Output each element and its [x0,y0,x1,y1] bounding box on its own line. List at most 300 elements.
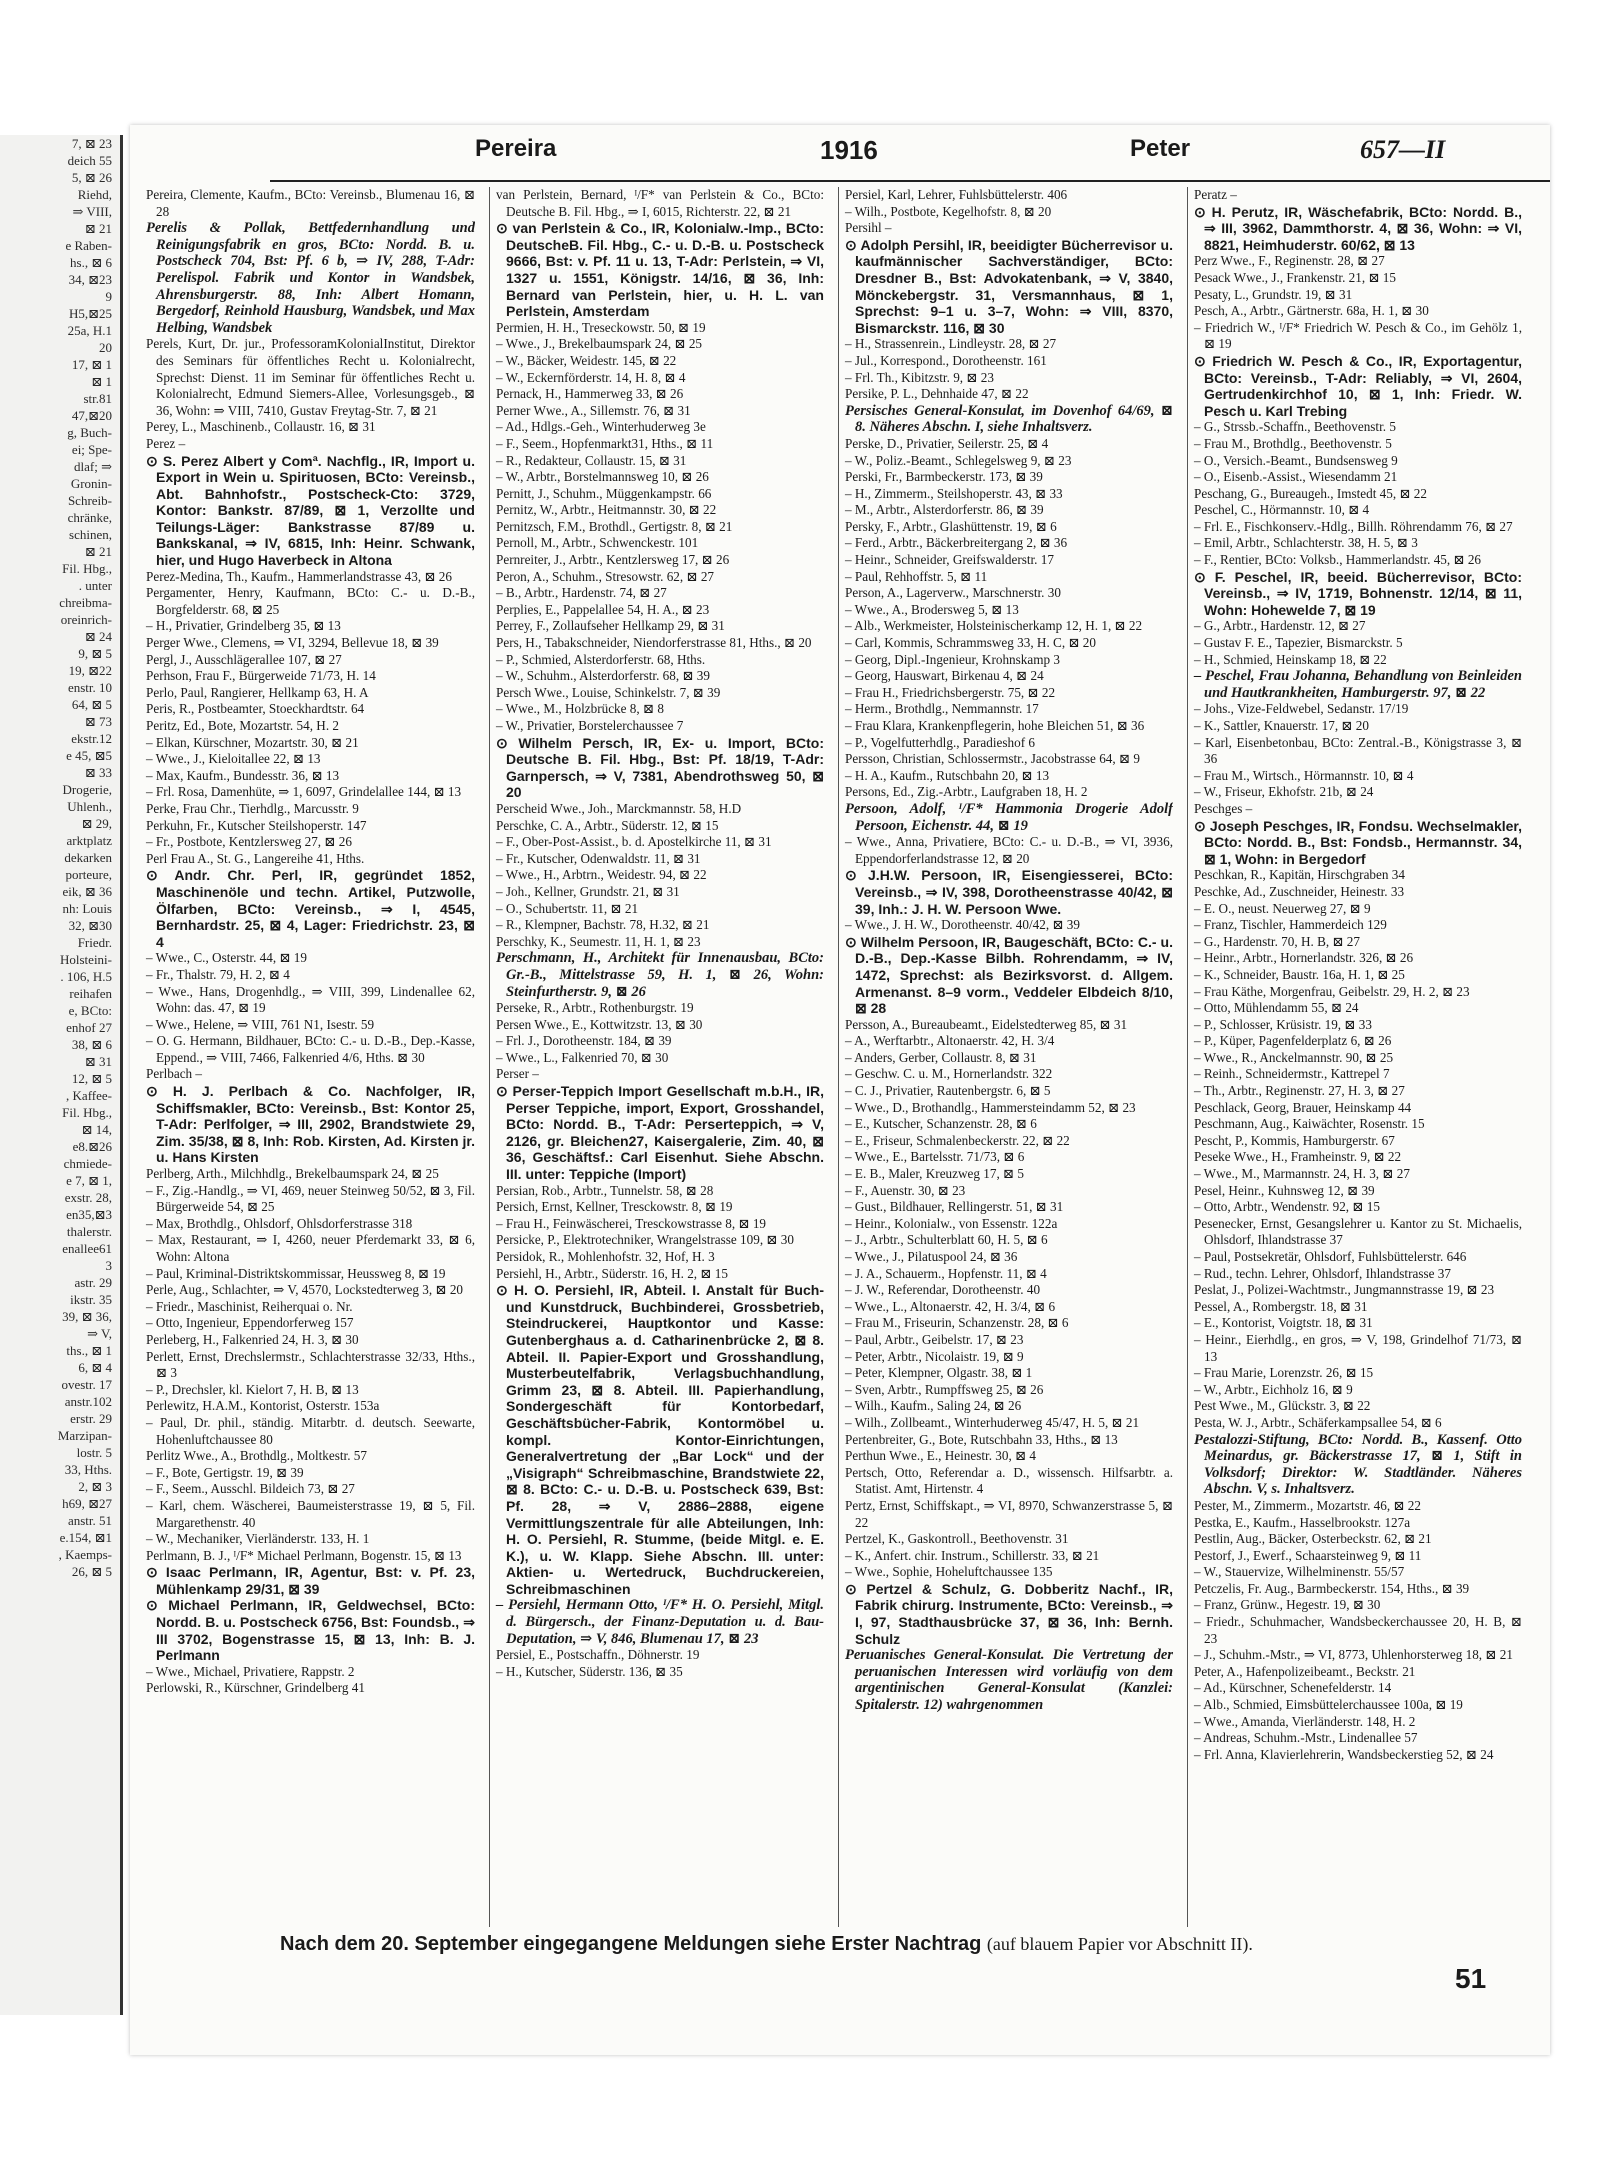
left-edge-line: thalerstr. [66,1224,112,1239]
directory-entry: – Herm., Brothdlg., Nemmannstr. 17 [845,701,1039,717]
left-edge-line: eik, ⊠ 36 [62,884,112,899]
left-edge-line: exstr. 28, [64,1190,112,1205]
directory-entry: ⊙ Adolph Persihl, IR, beeidigter Bücherrevisor u. kaufmännischer Sachverständiger, BCto: Dresdner B., Bst: Advokatenbank, ⇒ V, 3840, Mönckebergstr. 31, Versmannhaus, ⊠ 1, Sprechst: 9–1 u. 3–7, Wohn: ⇒ VIII, 8370, Bismarckstr. 116, ⊠ 30 [845,236,1173,336]
left-edge-line: 38, ⊠ 6 [71,1037,112,1052]
directory-entry: Peschmann, Aug., Kaiwächter, Rosenstr. 15 [1194,1116,1425,1132]
directory-entry: Peritz, Ed., Bote, Mozartstr. 54, H. 2 [146,718,340,733]
left-edge-line: 2, ⊠ 3 [78,1479,112,1494]
directory-entry: Peratz – [1194,187,1237,202]
directory-entry: – Alb., Werkmeister, Holsteinischerkamp 12, H. 1, ⊠ 22 [845,618,1143,634]
directory-entry: ⊙ H. Perutz, IR, Wäschefabrik, BCto: Nordd. B., ⇒ III, 3962, Dammthorstr. 4, ⊠ 36, Wohn: ⇒ VI, 8821, Heimhuderstr. 60/62, ⊠ 13 [1194,203,1522,253]
left-edge-line: 9 [105,289,112,304]
left-edge-line: 6, ⊠ 4 [78,1360,112,1375]
left-edge-line: chmiede- [63,1156,112,1171]
directory-entry: Peschges – [1194,800,1253,816]
directory-entry: Perez-Medina, Th., Kaufm., Hammerlandstrasse 43, ⊠ 26 [146,568,452,584]
directory-entry: – Friedr., Maschinist, Reiherquai o. Nr. [146,1298,353,1314]
page-number: 51 [1455,1963,1487,1994]
directory-entry: – Fr., Thalstr. 79, H. 2, ⊠ 4 [146,966,290,982]
directory-entry: – Wwe., J., Pilatuspool 24, ⊠ 36 [845,1249,1018,1264]
directory-entry: Peschkan, R., Kapitän, Hirschgraben 34 [1194,867,1405,883]
directory-entry: Pestorf, J., Ewerf., Schaarsteinweg 9, ⊠ 11 [1194,1547,1422,1563]
left-edge-line: dlaf; ⇒ [74,459,112,474]
directory-entry: – Sven, Arbtr., Rumpffsweg 25, ⊠ 26 [845,1381,1044,1397]
directory-entry: Pesenecker, Ernst, Gesangslehrer u. Kantor zu St. Michaelis, Ohlsdorf, Ihlandstrasse 37 [1194,1215,1522,1248]
directory-entry: – Paul, Dr. phil., ständig. Mitarbtr. d. deutsch. Seewarte, Hohenluftchaussee 80 [146,1414,475,1447]
left-edge-line: 7, ⊠ 23 [71,136,112,151]
left-edge-line: 25a, H.1 [67,323,112,338]
directory-entry: – Wwe., A., Brodersweg 5, ⊠ 13 [845,601,1019,617]
directory-entry: – Frl. Rosa, Damenhüte, ⇒ 1, 6097, Grindelallee 144, ⊠ 13 [146,784,462,800]
directory-entry: – H., Kutscher, Süderstr. 136, ⊠ 35 [496,1663,683,1679]
directory-entry: – Frau H., Feinwäscherei, Tresckowstrasse 8, ⊠ 19 [496,1215,767,1231]
directory-entry: Pergamenter, Henry, Kaufmann, BCto: C.- u. D.-B., Borgfelderstr. 68, ⊠ 25 [146,585,475,617]
directory-entry: Perke, Frau Chr., Tierhdlg., Marcusstr. 9 [146,800,359,816]
left-edge-line: enhof 27 [66,1020,112,1035]
directory-entry: Perl Frau A., St. G., Langereihe 41, Hths. [146,850,365,866]
directory-entry: Pesack Wwe., J., Frankenstr. 21, ⊠ 15 [1194,269,1396,285]
directory-entry: Peseke Wwe., H., Framheinstr. 9, ⊠ 22 [1194,1149,1402,1165]
directory-entry: – Alb., Schmied, Eimsbüttelerchaussee 100a, ⊠ 19 [1194,1697,1463,1713]
left-edge-line: Riehd, [77,187,112,202]
left-edge-line: e, BCto: [68,1003,112,1018]
left-page-edge [0,135,123,2015]
directory-entry: – Wwe., Hans, Drogenhdlg., ⇒ VIII, 399, Lindenallee 62, Wohn: das. 47, ⊠ 19 [146,983,475,1016]
directory-entry: – P., Schmied, Alsterdorferstr. 68, Hths. [496,651,706,667]
directory-entry: – Frau M., Friseurin, Schanzenstr. 28, ⊠ 6 [845,1315,1069,1331]
directory-entry: Perski, Fr., Barmbeckerstr. 173, ⊠ 39 [845,469,1043,485]
directory-entry: – Frl. Anna, Klavierlehrerin, Wandsbeckerstieg 52, ⊠ 24 [1194,1746,1494,1762]
directory-entry: – Max, Brothdlg., Ohlsdorf, Ohlsdorferstrasse 318 [146,1215,413,1231]
directory-entry: – Persiehl, Hermann Otto, ᴵ/F* H. O. Persiehl, Mitgl. d. Bürgersch., der Finanz-Deputation u. d. Bau-Deputation, ⇒ V, 846, Blumenau 17, ⊠ 23 [496,1597,824,1647]
directory-entry: Perplies, E., Pappelallee 54, H. A., ⊠ 23 [496,601,710,617]
directory-entry: Perz Wwe., F., Reginenstr. 28, ⊠ 27 [1194,253,1385,269]
directory-entry: – Johs., Vize-Feldwebel, Sedanstr. 17/19 [1194,701,1409,717]
left-edge-line: 12, ⊠ 5 [71,1071,112,1086]
directory-entry: – F., Zig.-Handlg., ⇒ VI, 469, neuer Steinweg 50/52, ⊠ 3, Fil. Bürgerweide 54, ⊠ 25 [146,1182,475,1215]
directory-entry: Pergl, J., Ausschlägerallee 107, ⊠ 27 [146,651,342,667]
left-edge-line: 5, ⊠ 26 [71,170,112,185]
directory-entry: – C. J., Privatier, Rautenbergstr. 6, ⊠ 5 [845,1083,1051,1099]
directory-entry: ⊙ H. O. Persiehl, IR, Abteil. I. Anstalt für Buch- und Kunstdruck, Buchbinderei, Grossbetrieb, Steindruckerei, Hauptkontor und Kasse: Gutenberghaus a. d. Catharinenbrücke 2, ⊠ 8. Abteil. II. Papier-Export und Grosshandlung, Musterbeutelfabrik, Verlagsbuchhandlung, Grimm 23, ⊠ 8. Abteil. III. Papierhandlung, Sondergeschäft für Kontorbedarf, Geschäftsbücher-Fabrik, Kontormöbel u. kompl. Kontor-Einrichtungen, Generalvertretung der „Bar Lock“ und der „Visigraph“ Schreibmaschine, Brandstwiete 22, ⊠ 8. BCto: C.- u. D.-B. u. Postscheck 639, Bst: Pf. 28, ⇒ V, 2886–2888, eigene Vermittlungszentrale für alle Abteilungen, Inh: H. O. Persiehl, R. Stumme, (beide Mitgl. e. E. K.), u. W. Klapp. Siehe Abschn. III. unter: Aktien- u. Wertedruck, Buchdruckereien, Schreibmaschinen [496,1282,824,1597]
directory-entry: Perez – [146,435,186,451]
directory-entry: Pers, H., Tabakschneider, Niendorferstrasse 81, Hths., ⊠ 20 [496,635,812,651]
directory-entry: – Carl, Kommis, Schrammsweg 33, H. C, ⊠ 20 [845,635,1096,651]
directory-entry: – Andreas, Schuhm.-Mstr., Lindenallee 57 [1194,1730,1418,1746]
directory-entry: – E., Friseur, Schmalenbeckerstr. 22, ⊠ 22 [845,1132,1070,1148]
left-edge-line: erstr. 29 [70,1411,112,1426]
directory-entry: – P., Vogelfutterhdlg., Paradieshof 6 [845,734,1035,750]
directory-entry: – H. A., Kaufm., Rutschbahn 20, ⊠ 13 [845,767,1050,783]
directory-entry: ⊙ Wilhelm Persch, IR, Ex- u. Import, BCto: Deutsche B. Fil. Hbg., Bst: Pf. 18/19, T-Adr: Garnpersch, ⇒ V, 7381, Abendrothsweg 50, ⊠ 20 [496,734,824,801]
directory-entry: – Paul, Kriminal-Distriktskommissar, Heussweg 8, ⊠ 19 [146,1265,446,1281]
directory-entry: Perlbach – [146,1066,203,1082]
directory-entry: – Anders, Gerber, Collaustr. 8, ⊠ 31 [845,1049,1037,1065]
left-edge-line: H5,⊠25 [68,306,112,321]
directory-entry: – Wwe., L., Altonaerstr. 42, H. 3/4, ⊠ 6 [845,1298,1056,1314]
directory-entry: – Franz, Tischler, Hammerdeich 129 [1194,917,1387,933]
directory-entry: ⊙ Michael Perlmann, IR, Geldwechsel, BCto: Nordd. B. u. Postscheck 6756, Bst: Foundsb., ⇒ III 3702, Bogenstrasse 15, ⊠ 13, Inh: B. J. Perlmann [146,1597,475,1664]
left-edge-line: 19, ⊠22 [68,663,112,678]
directory-entry: – Th., Arbtr., Reginenstr. 27, H. 3, ⊠ 27 [1194,1083,1405,1099]
directory-entry: ⊙ S. Perez Albert y Comª. Nachflg., IR, Import u. Export in Wein u. Spirituosen, BCto: Vereinsb., Abt. Bahnhofstr., Postscheck-Cto: 3729, Kontor: Bankstr. 87/89, ⊠ 1, Verzollte und Teilungs-Läger: Bankstrasse 87/89 u. Bankskanal, ⇒ IV, 6815, Inh: Heinr. Schwank, hier, und Hugo Haverbeck in Altona [146,452,475,569]
directory-entry: – W., Friseur, Ekhofstr. 21b, ⊠ 24 [1194,784,1374,800]
directory-entry: ⊙ Wilhelm Persoon, IR, Baugeschäft, BCto: C.- u. D.-B., Dep.-Kasse Bilbh. Rohrendamm, ⇒ IV, 1472, Sprechst: als Bezirksvorst. d. Allgem. Armenanst. 8–9 vorm., Veddeler Elbdeich 8/10, ⊠ 28 [845,933,1173,1017]
left-edge-line: Uhlenh., [67,799,112,814]
left-edge-line: 3 [105,1258,112,1273]
directory-entry: – Heinr., Arbtr., Hornerlandstr. 326, ⊠ 26 [1194,950,1414,966]
directory-entry: Perhson, Frau F., Bürgerweide 71/73, H. 14 [146,668,376,684]
header-last-name: Peter [1130,135,1191,162]
footer-main-text: Nach dem 20. September eingegangene Meldungen siehe Erster Nachtrag [280,1933,982,1955]
left-edge-line: dekarken [64,850,112,865]
directory-entry: Perger Wwe., Clemens, ⇒ VI, 3294, Bellevue 18, ⊠ 39 [146,635,439,651]
left-edge-line: str.81 [83,391,112,406]
directory-entry: ⊙ Joseph Peschges, IR, Fondsu. Wechselmakler, BCto: Nordd. B., Bst: Fondsb., Hermannstr. 34, ⊠ 1, Wohn: in Bergedorf [1194,817,1522,867]
directory-entry: – Paul, Arbtr., Geibelstr. 17, ⊠ 23 [845,1331,1024,1347]
directory-entry: Perkuhn, Fr., Kutscher Steilshoperstr. 147 [146,817,367,833]
header-first-name: Pereira [475,135,557,162]
left-edge-line: ⊠ 21 [84,221,112,236]
left-edge-line: Marzipan- [57,1428,112,1443]
directory-entry: – Jul., Korrespond., Dorotheenstr. 161 [845,352,1047,368]
directory-entry: – E. O., neust. Neuerweg 27, ⊠ 9 [1194,900,1371,916]
footer-paren-note: (auf blauem Papier vor Abschnitt II). [986,1934,1253,1954]
directory-entry: – Wwe., M., Holzbrücke 8, ⊠ 8 [496,701,664,717]
directory-entry: Perrey, F., Zollaufseher Hellkamp 29, ⊠ 31 [496,618,725,634]
directory-entry: Perthun Wwe., E., Heinestr. 30, ⊠ 4 [845,1448,1037,1464]
directory-entry: Persiehl, H., Arbtr., Süderstr. 16, H. 2, ⊠ 15 [496,1265,728,1281]
directory-entry: – Wwe., J., Kieloitallee 22, ⊠ 13 [146,751,321,767]
directory-columns [140,187,1545,1927]
left-edge-line: ovestr. 17 [61,1377,112,1392]
left-edge-line: Holsteini- [60,952,112,967]
directory-entry: Perlitz Wwe., A., Brothdlg., Moltkestr. 57 [146,1448,367,1464]
directory-entry: – Fr., Postbote, Kentzlersweg 27, ⊠ 26 [146,834,352,850]
directory-entry: – Frau Käthe, Morgenfrau, Geibelstr. 29, H. 2, ⊠ 23 [1194,983,1470,999]
directory-entry: ⊙ Andr. Chr. Perl, IR, gegründet 1852, Maschinenöle und techn. Artikel, Putzwolle, Ölfarben, BCto: Vereinsb., ⇒ I, 4545, Bernhardstr. 25, ⊠ 4, Lager: Friedrichstr. 23, ⊠ 4 [146,867,475,950]
directory-entry: – Karl, Eisenbetonbau, BCto: Zentral.-B., Königstrasse 3, ⊠ 36 [1194,734,1522,767]
directory-entry: Pesta, W. J., Arbtr., Schäferkampsallee 54, ⊠ 6 [1194,1414,1442,1430]
directory-entry: – Reinh., Schneidermstr., Kattrepel 7 [1194,1066,1390,1082]
directory-entry: – F., Seem., Ausschl. Bildeich 73, ⊠ 27 [146,1481,355,1497]
directory-entry: – Wwe., Amanda, Vierländerstr. 148, H. 2 [1194,1713,1416,1729]
directory-entry: Pestlin, Aug., Bäcker, Osterbeckstr. 62, ⊠ 21 [1194,1531,1432,1547]
directory-entry: – Otto, Arbtr., Wendenstr. 92, ⊠ 15 [1194,1199,1380,1215]
directory-entry: ⊙ Isaac Perlmann, IR, Agentur, Bst: v. Pf. 23, Mühlenkamp 29/31, ⊠ 39 [146,1564,475,1597]
directory-entry: Pesch, A., Arbtr., Gärtnerstr. 68a, H. 1, ⊠ 30 [1194,303,1429,319]
directory-entry: – G., Strssb.-Schaffn., Beethovenstr. 5 [1194,419,1396,435]
directory-entry: Perser – [496,1066,539,1082]
directory-entry: Perlberg, Arth., Milchhdlg., Brekelbaumspark 24, ⊠ 25 [146,1166,439,1182]
directory-entry: – Wwe., J. H. W., Dorotheenstr. 40/42, ⊠ 39 [845,917,1080,933]
directory-entry: – Emil, Arbtr., Schlachterstr. 38, H. 5, ⊠ 3 [1194,535,1418,551]
left-edge-line: astr. 29 [74,1275,112,1290]
directory-entry: – J. A., Schauerm., Hopfenstr. 11, ⊠ 4 [845,1265,1047,1281]
left-edge-line: ekstr.12 [71,731,112,746]
directory-entry: Perschky, K., Seumestr. 11, H. 1, ⊠ 23 [496,933,701,949]
directory-entry: Perey, L., Maschinenb., Collaustr. 16, ⊠ 31 [146,419,376,435]
directory-entry: – G., Arbtr., Hardenstr. 12, ⊠ 27 [1194,618,1366,634]
directory-entry: Pernreiter, J., Arbtr., Kentzlersweg 17, ⊠ 26 [496,552,730,568]
directory-entry: Pesel, Heinr., Kuhnsweg 12, ⊠ 39 [1194,1182,1375,1198]
left-edge-line: e Raben- [65,238,112,253]
left-edge-line: Fil. Hbg., [62,1105,112,1120]
left-edge-line: ⇒ VIII, [72,204,112,219]
page-header [130,135,1550,175]
directory-entry: Pertenbreiter, G., Bote, Rutschbahn 33, Hths., ⊠ 13 [845,1431,1118,1447]
directory-entry: – W., Privatier, Borstelerchaussee 7 [496,718,684,733]
directory-entry: – F., Seem., Hopfenmarkt31, Hths., ⊠ 11 [496,435,714,451]
directory-entry: – Rud., techn. Lehrer, Ohlsdorf, Ihlandstrasse 37 [1194,1265,1451,1281]
left-edge-line: 47,⊠20 [71,408,112,423]
directory-entry: – Wwe., H., Arbtrn., Weidestr. 94, ⊠ 22 [496,867,707,883]
directory-entry: – G., Hardenstr. 70, H. B, ⊠ 27 [1194,933,1360,949]
directory-entry: – F., Bote, Gertigstr. 19, ⊠ 39 [146,1464,304,1480]
directory-entry: Persich, Ernst, Kellner, Tresckowstr. 8, ⊠ 19 [496,1199,733,1215]
left-edge-line: e.154, ⊠1 [59,1530,112,1545]
directory-entry: Perlmann, B. J., ᴵ/F* Michael Perlmann, Bogenstr. 15, ⊠ 13 [146,1547,462,1563]
left-edge-line: 34, ⊠23 [68,272,112,287]
directory-entry: – P., Küper, Pagenfelderplatz 6, ⊠ 26 [1194,1033,1392,1049]
left-edge-line: . unter [78,578,112,593]
left-edge-line: ⊠ 33 [84,765,112,780]
directory-entry: ⊙ Pertzel & Schulz, G. Dobberitz Nachf., IR, Fabrik chirurg. Instrumente, BCto: Vereinsb., ⇒ I, 97, Stadthausbrücke 37, ⊠ 36, Inh: Bernh. Schulz [845,1580,1173,1647]
directory-entry: – Georg, Dipl.-Ingenieur, Krohnskamp 3 [845,651,1060,667]
left-edge-line: ⊠ 21 [84,544,112,559]
directory-entry: – Ad., Kürschner, Schenefelderstr. 14 [1194,1680,1392,1696]
directory-entry: – O., Versich.-Beamt., Bundsensweg 9 [1194,452,1398,468]
left-edge-line: 26, ⊠ 5 [71,1564,112,1579]
directory-entry: – Max, Kaufm., Bundesstr. 36, ⊠ 13 [146,767,340,783]
left-edge-line: oreinrich- [60,612,112,627]
directory-entry: Persiel, Karl, Lehrer, Fuhlsbüttelerstr. 406 [845,187,1068,202]
directory-entry: Pester, M., Zimmerm., Mozartstr. 46, ⊠ 22 [1194,1497,1421,1513]
directory-entry: – J., Schuhm.-Mstr., ⇒ VI, 8773, Uhlenhorsterweg 18, ⊠ 21 [1194,1647,1513,1663]
directory-entry: – J. W., Referendar, Dorotheenstr. 40 [845,1282,1041,1298]
left-edge-line: ⊠ 29, [81,816,112,831]
directory-entry: Pescht, P., Kommis, Hamburgerstr. 67 [1194,1132,1395,1148]
left-edge-line: ths., ⊠ 1 [66,1343,112,1358]
directory-entry: Pernack, H., Hammerweg 33, ⊠ 26 [496,386,684,402]
directory-entry: Pest Wwe., M., Glückstr. 3, ⊠ 22 [1194,1398,1371,1414]
left-edge-line: g, Buch- [67,425,112,440]
left-edge-line: . 106, H.5 [60,969,112,984]
directory-entry: – Peschel, Frau Johanna, Behandlung von Beinleiden und Hautkrankheiten, Hamburgerstr. 97, ⊠ 22 [1194,668,1522,701]
directory-entry: Petczelis, Fr. Aug., Barmbeckerstr. 154, Hths., ⊠ 39 [1194,1580,1470,1596]
directory-entry: – Wwe., E., Bartelsstr. 71/73, ⊠ 6 [845,1149,1025,1165]
directory-entry: – E. B., Maler, Kreuzweg 17, ⊠ 5 [845,1166,1024,1182]
directory-entry: – Frl. E., Fischkonserv.-Hdlg., Billh. Röhrendamm 76, ⊠ 27 [1194,518,1513,534]
left-edge-line: ⊠ 31 [84,1054,112,1069]
left-edge-line: 39, ⊠ 36, [62,1309,112,1324]
directory-entry: – Wwe., D., Brothandlg., Hammersteindamm 52, ⊠ 23 [845,1099,1136,1115]
directory-entry: – Frl. Th., Kibitzstr. 9, ⊠ 23 [845,369,994,385]
directory-entry: – Wwe., C., Osterstr. 44, ⊠ 19 [146,950,307,966]
directory-entry: – W., Stauervize, Wilhelminenstr. 55/57 [1194,1564,1405,1580]
directory-entry: Persihl – [845,220,892,236]
directory-entry: – Wilh., Kaufm., Saling 24, ⊠ 26 [845,1398,1022,1414]
directory-entry: Persky, F., Arbtr., Glashüttenstr. 19, ⊠ 6 [845,518,1057,534]
directory-entry: Peschlack, Georg, Brauer, Heinskamp 44 [1194,1099,1412,1115]
directory-entry: Perscheid Wwe., Joh., Marckmannstr. 58, H.D [496,800,742,816]
left-edge-line: e8.⊠26 [72,1139,112,1154]
directory-entry: – W., Mechaniker, Vierländerstr. 133, H. 1 [146,1531,370,1547]
directory-entry: ⊙ H. J. Perlbach & Co. Nachfolger, IR, Schiffsmakler, BCto: Vereinsb., Bst: Kontor 25, T-Adr: Perlfolger, ⇒ III, 2902, Brandstwiete 29, Zim. 35/38, ⊠ 8, Inh: Rob. Kirsten, Ad. Kirsten jr. u. Hans Kirsten [146,1083,475,1166]
directory-entry: ⊙ J.H.W. Persoon, IR, Eisengiesserei, BCto: Vereinsb., ⇒ IV, 398, Dorotheenstrasse 40/42, ⊠ 39, Inh.: J. H. W. Persoon Wwe. [845,867,1173,917]
directory-entry: – Gustav F. E., Tapezier, Bismarckstr. 5 [1194,635,1403,651]
directory-entry: – H., Schmied, Heinskamp 18, ⊠ 22 [1194,651,1387,667]
directory-entry: – Ad., Hdlgs.-Geh., Winterhuderweg 3e [496,419,706,435]
directory-entry: – Wwe., L., Falkenried 70, ⊠ 30 [496,1049,669,1065]
left-edge-line: 17, ⊠ 1 [71,357,112,372]
left-edge-line: , Kaemps- [58,1547,112,1562]
directory-entry: Pernitt, J., Schuhm., Müggenkampstr. 66 [496,485,712,501]
directory-entry: Peris, R., Postbeamter, Stoeckhardtstr. 64 [146,701,365,717]
left-edge-line: lostr. 5 [76,1445,112,1460]
directory-entry: – W., Arbtr., Borstelmannsweg 10, ⊠ 26 [496,469,709,485]
directory-entry: – P., Drechsler, kl. Kielort 7, H. B, ⊠ 13 [146,1381,359,1397]
directory-entry: – O., Eisenb.-Assist., Wiesendamm 21 [1194,469,1398,485]
directory-entry: Perlowski, R., Kürschner, Grindelberg 41 [146,1680,365,1696]
directory-entry: Perlewitz, H.A.M., Kontorist, Osterstr. 153a [146,1398,380,1414]
directory-entry: Persian, Rob., Arbtr., Tunnelstr. 58, ⊠ 28 [496,1182,714,1198]
header-year: 1916 [820,135,878,165]
directory-entry: Perle, Aug., Schlachter, ⇒ V, 4570, Lockstedterweg 3, ⊠ 20 [146,1282,464,1298]
header-page-ref: 657—II [1360,135,1446,164]
left-edge-line: Fil. Hbg., [62,561,112,576]
directory-entry: Persson, A., Bureaubeamt., Eidelstedterweg 85, ⊠ 31 [845,1016,1128,1032]
left-edge-line: 20 [99,340,112,355]
left-edge-line: ei; Spe- [71,442,112,457]
directory-entry: Persen Wwe., E., Kottwitzstr. 13, ⊠ 30 [496,1016,703,1032]
left-edge-line: porteure, [65,867,112,882]
left-edge-line: reihafen [69,986,112,1001]
directory-entry: Peslat, J., Polizei-Wachtmstr., Jungmannstrasse 19, ⊠ 23 [1194,1282,1495,1298]
directory-entry: – A., Werftarbtr., Altonaerstr. 42, H. 3/4 [845,1033,1055,1049]
left-edge-line: en35,⊠3 [66,1207,112,1222]
left-edge-line: 33, Hths. [64,1462,112,1477]
directory-entry: – E., Kutscher, Schanzenstr. 28, ⊠ 6 [845,1116,1037,1132]
directory-entry: – Frau Klara, Krankenpflegerin, hohe Bleichen 51, ⊠ 36 [845,718,1145,733]
left-edge-line: hs., ⊠ 6 [70,255,112,270]
directory-entry: – Paul, Postsekretär, Ohlsdorf, Fuhlsbüttelerstr. 646 [1194,1249,1467,1264]
left-edge-line: h69, ⊠27 [62,1496,112,1511]
directory-entry: – Elkan, Kürschner, Mozartstr. 30, ⊠ 21 [146,734,359,750]
directory-entry: Peschang, G., Bureaugeh., Imstedt 45, ⊠ 22 [1194,485,1427,501]
directory-entry: – H., Zimmerm., Steilshoperstr. 43, ⊠ 33 [845,485,1063,501]
directory-entry: – Geschw. C. u. M., Hornerlandstr. 322 [845,1066,1053,1082]
directory-entry: – F., Rentier, BCto: Volksb., Hammerlandstr. 45, ⊠ 26 [1194,552,1482,568]
directory-entry: Pesaty, L., Grundstr. 19, ⊠ 31 [1194,286,1353,302]
directory-entry: – Frl. J., Dorotheenstr. 184, ⊠ 39 [496,1033,672,1049]
directory-entry: – Joh., Kellner, Grundstr. 21, ⊠ 31 [496,883,680,899]
directory-entry: – Friedrich W., ᴵ/F* Friedrich W. Pesch & Co., im Gehölz 1, ⊠ 19 [1194,319,1522,352]
directory-entry: – J., Arbtr., Schulterblatt 60, H. 5, ⊠ 6 [845,1232,1048,1248]
directory-entry: Perske, D., Privatier, Seilerstr. 25, ⊠ 4 [845,435,1049,451]
directory-entry: – K., Sattler, Knauerstr. 17, ⊠ 20 [1194,718,1369,733]
column-3 [838,187,1173,1927]
directory-entry: – Wwe., M., Marmannstr. 24, H. 3, ⊠ 27 [1194,1166,1410,1182]
directory-entry: – W., Poliz.-Beamt., Schlegelsweg 9, ⊠ 23 [845,452,1072,468]
directory-entry: – O., Schubertstr. 11, ⊠ 21 [496,900,639,916]
directory-entry: ⊙ van Perlstein & Co., IR, Kolonialw.-Imp., BCto: DeutscheB. Fil. Hbg., C.- u. D.-B. u. Postscheck 9666, Bst: v. Pf. 11 u. 13, T-Adr: Perlstein, ⇒ VI, 1327 u. 1551, Königstr. 14/16, ⊠ 36, Inh: Bernard van Perlstein, hier, u. H. L. van Perlstein, Amsterdam [496,220,824,320]
directory-entry: – O. G. Hermann, Bildhauer, BCto: C.- u. D.-B., Dep.-Kasse, Eppend., ⇒ VIII, 7466, Falkenried 4/6, Hths. ⊠ 30 [146,1033,475,1065]
left-edge-line: anstr.102 [64,1394,112,1409]
directory-entry: – Frau M., Wirtsch., Hörmannstr. 10, ⊠ 4 [1194,767,1414,783]
left-edge-line: 32, ⊠30 [68,918,112,933]
directory-entry: – K., Anfert. chir. Instrum., Schillerstr. 33, ⊠ 21 [845,1547,1100,1563]
directory-entry: Perleberg, H., Falkenried 24, H. 3, ⊠ 30 [146,1331,359,1347]
directory-entry: – W., Schuhm., Alsterdorferstr. 68, ⊠ 39 [496,668,710,684]
directory-entry: Peschel, C., Hörmannstr. 10, ⊠ 4 [1194,502,1370,518]
left-edge-line: chränke, [67,510,112,525]
left-edge-line: ⇒ V, [87,1326,112,1341]
left-edge-line: ⊠ 73 [84,714,112,729]
header-rule [270,180,1550,182]
directory-entry: – W., Eckernförderstr. 14, H. 8, ⊠ 4 [496,369,686,385]
left-edge-line: Schreib- [67,493,112,508]
directory-entry: ⊙ Friedrich W. Pesch & Co., IR, Exportagentur, BCto: Vereinsb., T-Adr: Reliably, ⇒ VI, 2604, Gertrudenkirchhof 10, ⊠ 1, Inh: Friedr. W. Pesch u. Karl Trebing [1194,352,1522,419]
left-edge-line: e 7, ⊠ 1, [66,1173,112,1188]
directory-entry: – Otto, Ingenieur, Eppendorferweg 157 [146,1315,354,1331]
footer-note [280,1933,1550,1956]
directory-entry: Pestka, E., Kaufm., Hasselbrookstr. 127a [1194,1514,1411,1530]
directory-entry: – R., Redakteur, Collaustr. 15, ⊠ 31 [496,452,687,468]
directory-entry: – F., Auenstr. 30, ⊠ 23 [845,1182,966,1198]
left-edge-line: deich 55 [67,153,112,168]
directory-entry: – Wwe., R., Anckelmannstr. 90, ⊠ 25 [1194,1049,1394,1065]
directory-entry: – Wwe., Helene, ⇒ VIII, 761 N1, Isestr. 59 [146,1016,375,1032]
directory-entry: Persisches General-Konsulat, im Dovenhof 64/69, ⊠ 8. Näheres Abschn. I, siehe Inhaltsverz. [845,402,1173,436]
directory-entry: – Frau H., Friedrichsbergerstr. 75, ⊠ 22 [845,684,1056,700]
directory-entry: – W., Bäcker, Weidestr. 145, ⊠ 22 [496,352,677,368]
left-edge-line: 9, ⊠ 5 [78,646,112,661]
directory-entry: – Heinr., Schneider, Greifswalderstr. 17 [845,552,1054,568]
directory-entry: Perlett, Ernst, Drechslermstr., Schlachterstrasse 32/33, Hths., ⊠ 3 [146,1348,475,1381]
directory-entry: Pereira, Clemente, Kaufm., BCto: Vereinsb., Blumenau 16, ⊠ 28 [146,187,475,219]
left-edge-line: anstr. 51 [67,1513,112,1528]
column-4 [1187,187,1522,1927]
directory-entry: – E., Kontorist, Voigtstr. 18, ⊠ 31 [1194,1315,1373,1331]
directory-page [130,125,1550,2055]
left-edge-line: ⊠ 1 [91,374,112,389]
directory-entry: Perner Wwe., A., Sillemstr. 76, ⊠ 31 [496,402,691,418]
directory-entry: Pertz, Ernst, Schiffskapt., ⇒ VI, 8970, Schwanzerstrasse 5, ⊠ 22 [845,1497,1173,1530]
directory-entry: – M., Arbtr., Alsterdorferstr. 86, ⊠ 39 [845,502,1044,518]
directory-entry: Peschke, Ad., Zuschneider, Heinestr. 33 [1194,883,1405,899]
directory-entry: Peruanisches General-Konsulat. Die Vertretung der peruanischen Interessen wird vorläufig von dem argentinischen General-Konsulat (Kanzlei: Spitalerstr. 12) wahrgenommen [845,1647,1173,1714]
directory-entry: Pertzel, K., Gaskontroll., Beethovenstr. 31 [845,1531,1069,1547]
left-edge-line: 64, ⊠ 5 [71,697,112,712]
directory-entry: – Wwe., J., Brekelbaumspark 24, ⊠ 25 [496,336,703,352]
directory-entry: Pestalozzi-Stiftung, BCto: Nordd. B., Kassenf. Otto Meinardus, gr. Bäckerstrasse 17, ⊠ 1, Stift in Volksdorf; Direktor: W. Stadtländer. Näheres Abschn. V, s. Inhaltsverz. [1194,1431,1522,1498]
left-edge-line: enallee61 [62,1241,112,1256]
left-edge-line: ⊠ 14, [81,1122,112,1137]
directory-entry: Persicke, P., Elektrotechniker, Wrangelstrasse 109, ⊠ 30 [496,1232,794,1248]
directory-entry: – Heinr., Kolonialw., von Essenstr. 122a [845,1215,1058,1231]
left-edge-line: ikstr. 35 [70,1292,112,1307]
directory-entry: – W., Arbtr., Eichholz 16, ⊠ 9 [1194,1381,1353,1397]
directory-entry: Pertsch, Otto, Referendar a. D., wissensch. Hilfsarbtr. a. Statist. Amt, Hirtenstr. 4 [845,1464,1173,1497]
directory-entry: – Wwe., Anna, Privatiere, BCto: C.- u. D.-B., ⇒ VI, 3936, Eppendorferlandstrasse 12, ⊠ 20 [845,834,1173,866]
left-edge-line: , Kaffee- [66,1088,112,1103]
directory-entry: – F., Ober-Post-Assist., b. d. Apostelkirche 11, ⊠ 31 [496,834,772,850]
directory-entry: Persch Wwe., Louise, Schinkelstr. 7, ⊠ 39 [496,684,721,700]
directory-entry: Persons, Ed., Zig.-Arbtr., Laufgraben 18, H. 2 [845,784,1088,800]
directory-entry: – Peter, Klempner, Olgastr. 38, ⊠ 1 [845,1365,1033,1381]
directory-entry: Persike, P. L., Dehnhaide 47, ⊠ 22 [845,386,1029,402]
